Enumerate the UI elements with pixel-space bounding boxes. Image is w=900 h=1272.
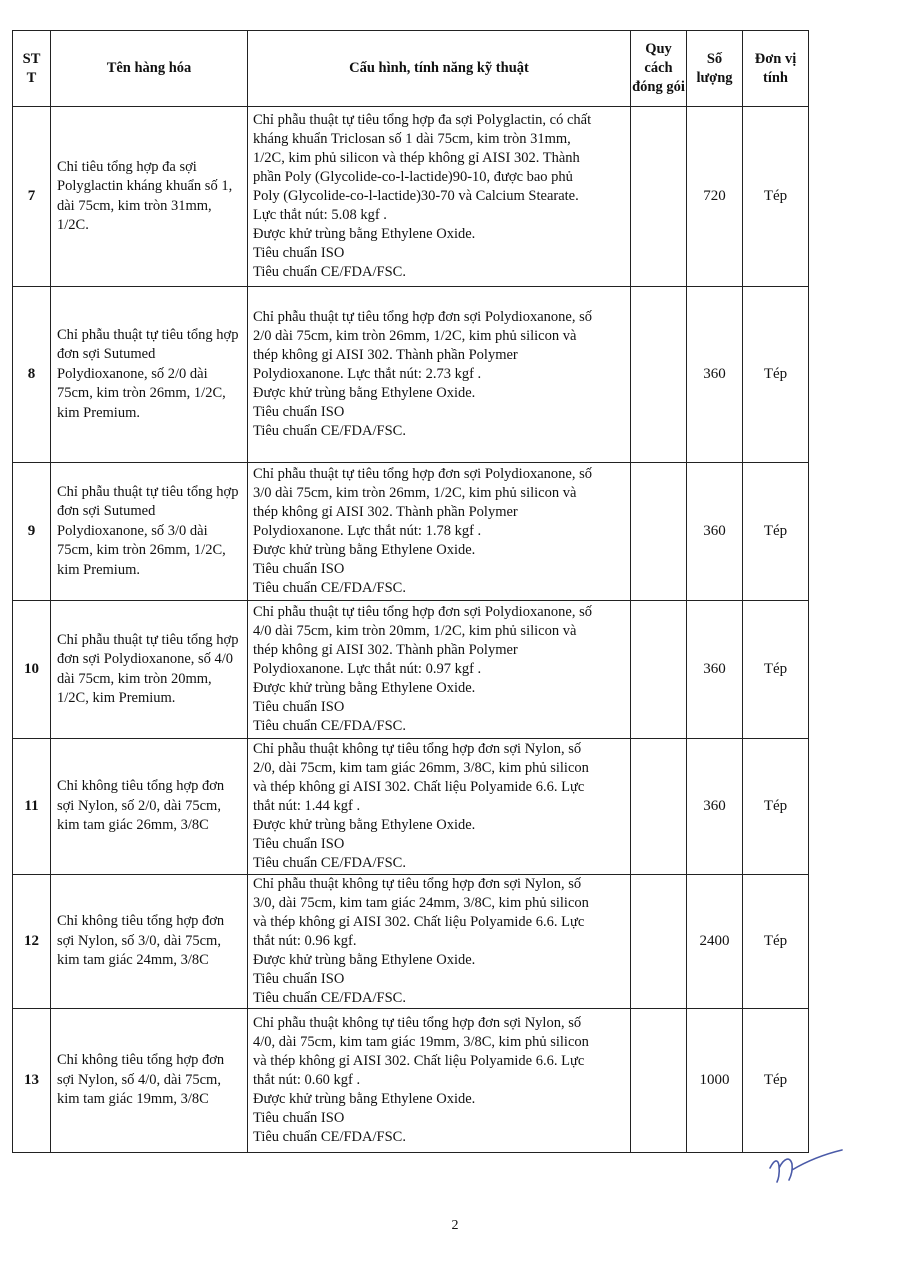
spec-line: Chỉ phẫu thuật tự tiêu tổng hợp đơn sợi Polydioxanone, số (253, 604, 592, 620)
row-stt: 7 (13, 107, 51, 287)
row-name: Chỉ phẫu thuật tự tiêu tổng hợp đơn sợi Sutumed Polydioxanone, số 3/0 dài 75cm, kim tròn 26mm, 1/2C, kim Premium. (51, 463, 248, 601)
spec-line: thép không gỉ AISI 302. Thành phần Polymer (253, 347, 518, 363)
spec-line: Được khử trùng bằng Ethylene Oxide. (253, 952, 476, 968)
table-row (13, 287, 809, 463)
row-qty: 360 (687, 601, 743, 739)
header-spec: Cấu hình, tính năng kỹ thuật (248, 31, 631, 107)
spec-line: 2/0 dài 75cm, kim tròn 26mm, 1/2C, kim phủ silicon và (253, 328, 577, 344)
row-name: Chỉ không tiêu tổng hợp đơn sợi Nylon, số 4/0, dài 75cm, kim tam giác 19mm, 3/8C (51, 1009, 248, 1153)
spec-line: Tiêu chuẩn ISO (253, 836, 345, 852)
table-row (13, 875, 809, 1009)
row-unit: Tép (743, 107, 809, 287)
row-pack (631, 463, 687, 601)
row-unit: Tép (743, 463, 809, 601)
row-spec (248, 601, 631, 739)
spec-line: Chỉ phẫu thuật không tự tiêu tổng hợp đơn sợi Nylon, số (253, 876, 582, 892)
spec-line: Tiêu chuẩn CE/FDA/FSC. (253, 264, 406, 280)
goods-table (12, 30, 809, 1153)
row-pack (631, 1009, 687, 1153)
spec-line: Polydioxanone. Lực thắt nút: 0.97 kgf . (253, 661, 482, 677)
spec-line: và thép không gỉ AISI 302. Chất liệu Polyamide 6.6. Lực (253, 914, 585, 930)
row-name: Chỉ phẫu thuật tự tiêu tổng hợp đơn sợi Polydioxanone, số 4/0 dài 75cm, kim tròn 20mm, 1/2C, kim Premium. (51, 601, 248, 739)
spec-line: Được khử trùng bằng Ethylene Oxide. (253, 542, 476, 558)
row-qty: 720 (687, 107, 743, 287)
row-pack (631, 107, 687, 287)
spec-line: Polydioxanone. Lực thắt nút: 2.73 kgf . (253, 366, 482, 382)
row-pack (631, 601, 687, 739)
header-name: Tên hàng hóa (51, 31, 248, 107)
row-unit: Tép (743, 601, 809, 739)
row-stt: 11 (13, 739, 51, 875)
page-number: 2 (451, 1218, 459, 1233)
spec-line: Tiêu chuẩn CE/FDA/FSC. (253, 1129, 406, 1145)
row-spec (248, 287, 631, 463)
spec-line: 1/2C, kim phủ silicon và thép không gỉ AISI 302. Thành (253, 150, 580, 166)
row-qty: 360 (687, 287, 743, 463)
spec-line: Tiêu chuẩn CE/FDA/FSC. (253, 990, 406, 1006)
table-row (13, 739, 809, 875)
spec-line: thắt nút: 0.60 kgf . (253, 1072, 361, 1088)
spec-line: Tiêu chuẩn ISO (253, 699, 345, 715)
spec-line: 4/0, dài 75cm, kim tam giác 19mm, 3/8C, kim phủ silicon (253, 1034, 589, 1050)
row-stt: 9 (13, 463, 51, 601)
spec-line: kháng khuẩn Triclosan số 1 dài 75cm, kim tròn 31mm, (253, 131, 571, 147)
row-stt: 10 (13, 601, 51, 739)
spec-line: Chỉ phẫu thuật tự tiêu tổng hợp đơn sợi Polydioxanone, số (253, 309, 592, 325)
spec-line: Tiêu chuẩn CE/FDA/FSC. (253, 423, 406, 439)
table-row (13, 601, 809, 739)
spec-line: Poly (Glycolide-co-l-lactide)30-70 và Calcium Stearate. (253, 188, 579, 204)
spec-line: Tiêu chuẩn ISO (253, 404, 345, 420)
row-unit: Tép (743, 875, 809, 1009)
spec-line: thắt nút: 1.44 kgf . (253, 798, 361, 814)
header-qty: Số lượng (687, 31, 743, 107)
row-spec (248, 739, 631, 875)
row-pack (631, 739, 687, 875)
spec-line: Tiêu chuẩn ISO (253, 971, 345, 987)
row-stt: 8 (13, 287, 51, 463)
row-name: Chỉ phẫu thuật tự tiêu tổng hợp đơn sợi Sutumed Polydioxanone, số 2/0 dài 75cm, kim tròn 26mm, 1/2C, kim Premium. (51, 287, 248, 463)
row-unit: Tép (743, 739, 809, 875)
spec-line: Được khử trùng bằng Ethylene Oxide. (253, 817, 476, 833)
spec-line: thép không gỉ AISI 302. Thành phần Polymer (253, 504, 518, 520)
table-row (13, 463, 809, 601)
spec-line: và thép không gỉ AISI 302. Chất liệu Polyamide 6.6. Lực (253, 1053, 585, 1069)
spec-line: và thép không gỉ AISI 302. Chất liệu Polyamide 6.6. Lực (253, 779, 585, 795)
spec-line: thắt nút: 0.96 kgf. (253, 933, 357, 949)
spec-line: Tiêu chuẩn ISO (253, 561, 345, 577)
row-qty: 1000 (687, 1009, 743, 1153)
spec-line: Tiêu chuẩn CE/FDA/FSC. (253, 855, 406, 871)
row-stt: 12 (13, 875, 51, 1009)
row-spec (248, 107, 631, 287)
spec-line: Tiêu chuẩn ISO (253, 245, 345, 261)
row-spec (248, 1009, 631, 1153)
table-row (13, 1009, 809, 1153)
table-row (13, 107, 809, 287)
spec-line: thép không gỉ AISI 302. Thành phần Polymer (253, 642, 518, 658)
spec-line: 3/0, dài 75cm, kim tam giác 24mm, 3/8C, kim phủ silicon (253, 895, 589, 911)
row-qty: 360 (687, 739, 743, 875)
row-pack (631, 875, 687, 1009)
spec-line: Được khử trùng bằng Ethylene Oxide. (253, 680, 476, 696)
spec-line: 3/0 dài 75cm, kim tròn 26mm, 1/2C, kim phủ silicon và (253, 485, 577, 501)
row-name: Chỉ không tiêu tổng hợp đơn sợi Nylon, số 3/0, dài 75cm, kim tam giác 24mm, 3/8C (51, 875, 248, 1009)
row-qty: 360 (687, 463, 743, 601)
spec-line: Lực thắt nút: 5.08 kgf . (253, 207, 387, 223)
row-name: Chỉ tiêu tổng hợp đa sợi Polyglactin kháng khuẩn số 1, dài 75cm, kim tròn 31mm, 1/2C. (51, 107, 248, 287)
header-stt: STT (13, 31, 51, 107)
spec-line: Tiêu chuẩn ISO (253, 1110, 345, 1126)
row-stt: 13 (13, 1009, 51, 1153)
spec-line: phần Poly (Glycolide-co-l-lactide)90-10, được bao phủ (253, 169, 573, 185)
row-unit: Tép (743, 1009, 809, 1153)
spec-line: Được khử trùng bằng Ethylene Oxide. (253, 1091, 476, 1107)
spec-line: Tiêu chuẩn CE/FDA/FSC. (253, 718, 406, 734)
header-unit: Đơn vị tính (743, 31, 809, 107)
spec-line: Được khử trùng bằng Ethylene Oxide. (253, 385, 476, 401)
row-qty: 2400 (687, 875, 743, 1009)
table-header-row (13, 31, 809, 107)
spec-line: Chỉ phẫu thuật tự tiêu tổng hợp đa sợi Polyglactin, có chất (253, 112, 592, 128)
row-spec (248, 875, 631, 1009)
row-spec (248, 463, 631, 601)
spec-line: 4/0 dài 75cm, kim tròn 20mm, 1/2C, kim phủ silicon và (253, 623, 577, 639)
spec-line: Chỉ phẫu thuật không tự tiêu tổng hợp đơn sợi Nylon, số (253, 741, 582, 757)
row-pack (631, 287, 687, 463)
spec-line: Tiêu chuẩn CE/FDA/FSC. (253, 580, 406, 596)
spec-line: Được khử trùng bằng Ethylene Oxide. (253, 226, 476, 242)
spec-line: Chỉ phẫu thuật không tự tiêu tổng hợp đơn sợi Nylon, số (253, 1015, 582, 1031)
header-pack: Quy cách đóng gói (631, 31, 687, 107)
signature-mark (762, 1146, 852, 1186)
row-unit: Tép (743, 287, 809, 463)
spec-line: Polydioxanone. Lực thắt nút: 1.78 kgf . (253, 523, 482, 539)
spec-line: 2/0, dài 75cm, kim tam giác 26mm, 3/8C, kim phủ silicon (253, 760, 589, 776)
row-name: Chỉ không tiêu tổng hợp đơn sợi Nylon, số 2/0, dài 75cm, kim tam giác 26mm, 3/8C (51, 739, 248, 875)
spec-line: Chỉ phẫu thuật tự tiêu tổng hợp đơn sợi Polydioxanone, số (253, 466, 592, 482)
